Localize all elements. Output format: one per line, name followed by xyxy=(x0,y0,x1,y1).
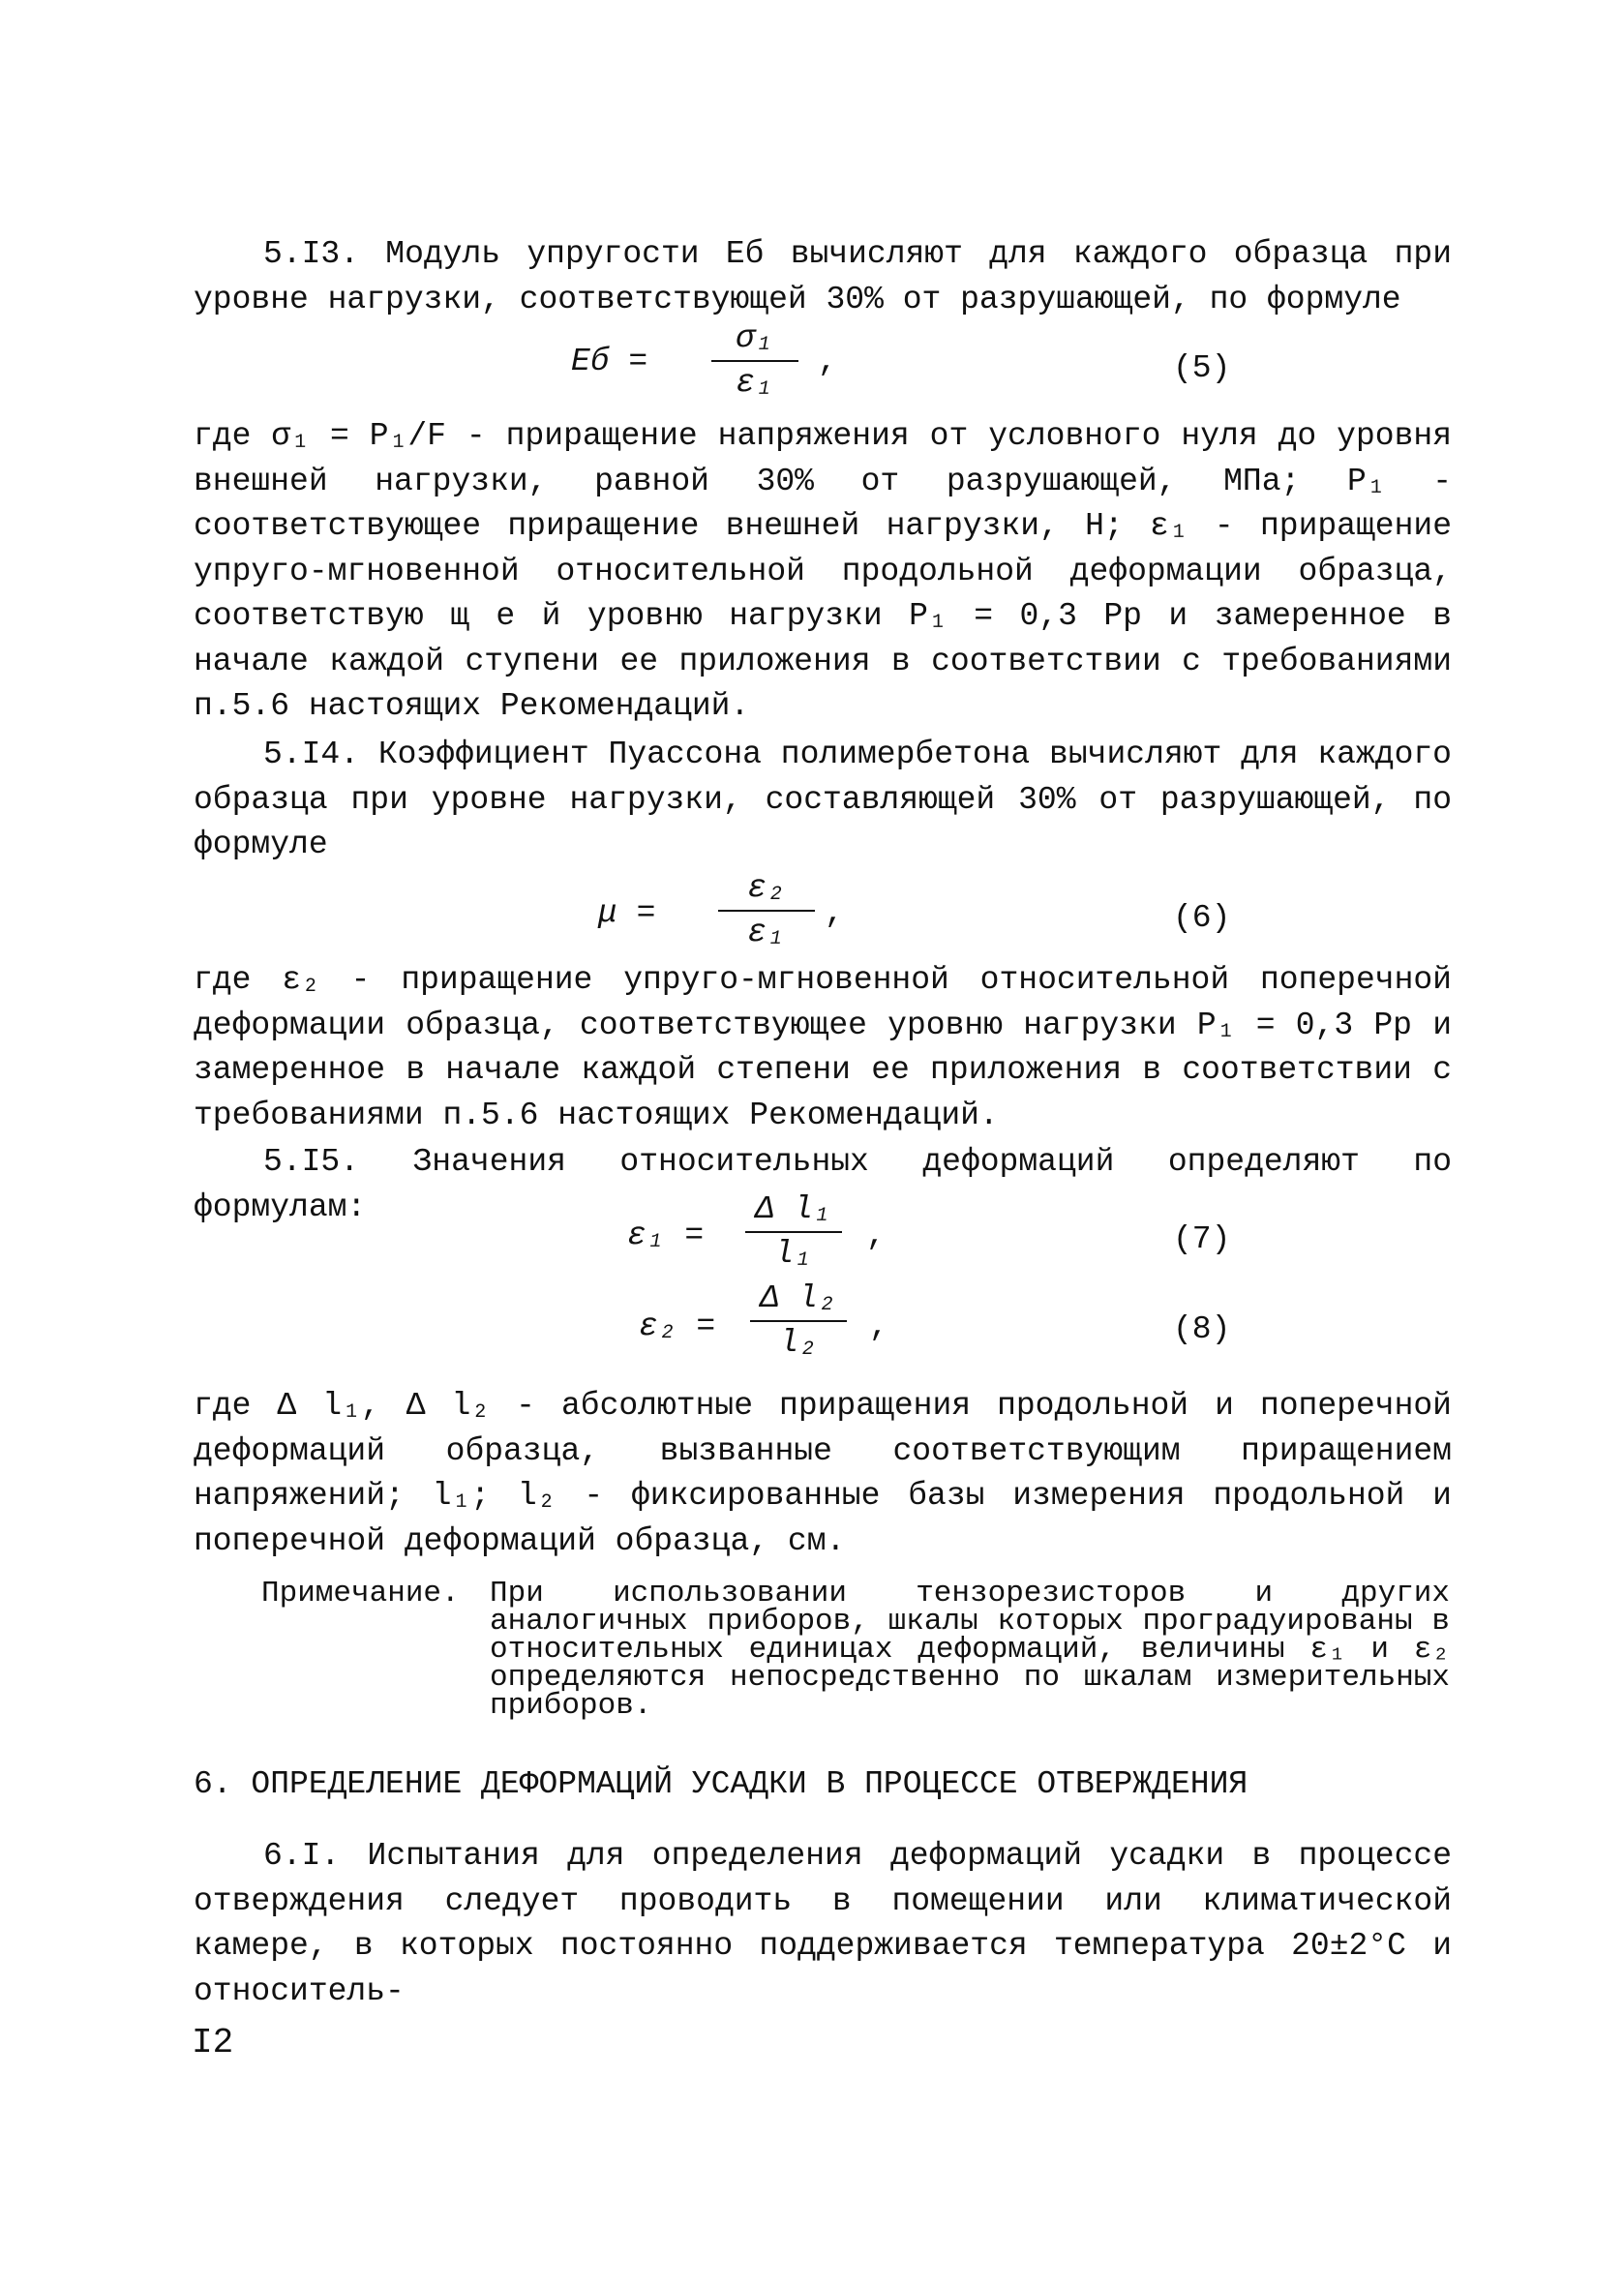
paragraph-6-1: 6.I. Испытания для определения деформаций усадки в процессе отверждения следует проводить в помещении или климатической камере, в которых постоянно поддерживается температура 20±2°С и относитель- xyxy=(194,1838,1452,2009)
formula-5-lhs: Eб = xyxy=(571,344,648,379)
formula-5-label: (5) xyxy=(1173,350,1231,386)
formula-6-lhs: μ = xyxy=(598,895,656,931)
paragraph-5-15: 5.I5. Значения относительных деформаций определяют по формулам: xyxy=(194,1144,1452,1225)
paragraph-5-13-where: где σ₁ = P₁/F - приращение напряжения от условного нуля до уровня внешней нагрузки, равной 30% от разрушающей, МПа; P₁ - соответствующее приращение внешней нагрузки, Н; ε₁ - приращение упруго-мгновенной относительной продольной деформации образца, соответствую щ е й уровню нагрузки P₁ = 0,3 Pр и замеренное в начале каждой ступени ее приложения в соответствии с требованиями п.5.6 настоящих Рекомендаций. xyxy=(194,418,1452,724)
page-number: I2 xyxy=(192,2023,234,2062)
formula-5-comma: , xyxy=(818,344,837,379)
formula-6-numerator: ε₂ xyxy=(747,870,786,906)
formula-6-fraction xyxy=(718,869,815,952)
paragraph-5-13: 5.I3. Модуль упругости Eб вычисляют для каждого образца при уровне нагрузки, соответствующей 30% от разрушающей, по формуле xyxy=(194,236,1452,317)
formula-6-comma: , xyxy=(825,895,844,931)
formula-8-numerator: Δ l₂ xyxy=(760,1280,837,1316)
formula-8-comma: , xyxy=(869,1309,888,1344)
fraction-bar xyxy=(750,1320,847,1322)
formula-5-fraction xyxy=(711,319,798,403)
paragraph-5-14-where: где ε₂ - приращение упруго-мгновенной относительной поперечной деформации образца, соответствующее уровню нагрузки P₁ = 0,3 Pр и замеренное в начале каждой степени ее приложения в соответствии с требованиями п.5.6 настоящих Рекомендаций. xyxy=(194,962,1452,1133)
formula-7-label: (7) xyxy=(1173,1221,1231,1257)
fraction-bar xyxy=(745,1231,842,1233)
fraction-bar xyxy=(711,360,798,362)
formula-5-denominator: ε₁ xyxy=(736,365,774,401)
note-body: При использовании тензорезисторов и других аналогичных приборов, шкалы которых проградуированы в относительных единицах деформаций, величины ε₁ и ε₂ определяются непосредственно по шкалам измерительных приборов. xyxy=(490,1577,1450,1723)
formula-8-label: (8) xyxy=(1173,1311,1231,1347)
formula-8-lhs: ε₂ = xyxy=(639,1309,716,1344)
section-heading-6: 6. ОПРЕДЕЛЕНИЕ ДЕФОРМАЦИЙ УСАДКИ В ПРОЦЕССЕ ОТВЕРЖДЕНИЯ xyxy=(194,1766,1248,1802)
formula-8-denominator: l₂ xyxy=(779,1325,818,1361)
formula-5-numerator: σ₁ xyxy=(736,320,774,356)
formula-7-denominator: l₁ xyxy=(774,1236,813,1272)
formula-8-fraction xyxy=(750,1279,847,1363)
formula-7-lhs: ε₁ = xyxy=(627,1218,705,1253)
paragraph-5-14: 5.I4. Коэффициент Пуассона полимербетона вычисляют для каждого образца при уровне нагрузки, составляющей 30% от разрушающей, по формуле xyxy=(194,737,1452,862)
note-label: Примечание. xyxy=(261,1577,460,1610)
formula-7-comma: , xyxy=(866,1218,886,1253)
paragraph-5-15-where: где Δ l₁, Δ l₂ - абсолютные приращения продольной и поперечной деформаций образца, вызванные соответствующим приращением напряжений; l₁; l₂ - фиксированные базы измерения продольной и поперечной деформаций образца, см. xyxy=(194,1388,1452,1559)
fraction-bar xyxy=(718,910,815,912)
formula-6-label: (6) xyxy=(1173,900,1231,936)
formula-7-fraction xyxy=(745,1190,842,1274)
formula-7-numerator: Δ l₁ xyxy=(755,1191,832,1227)
formula-6-denominator: ε₁ xyxy=(747,915,786,950)
